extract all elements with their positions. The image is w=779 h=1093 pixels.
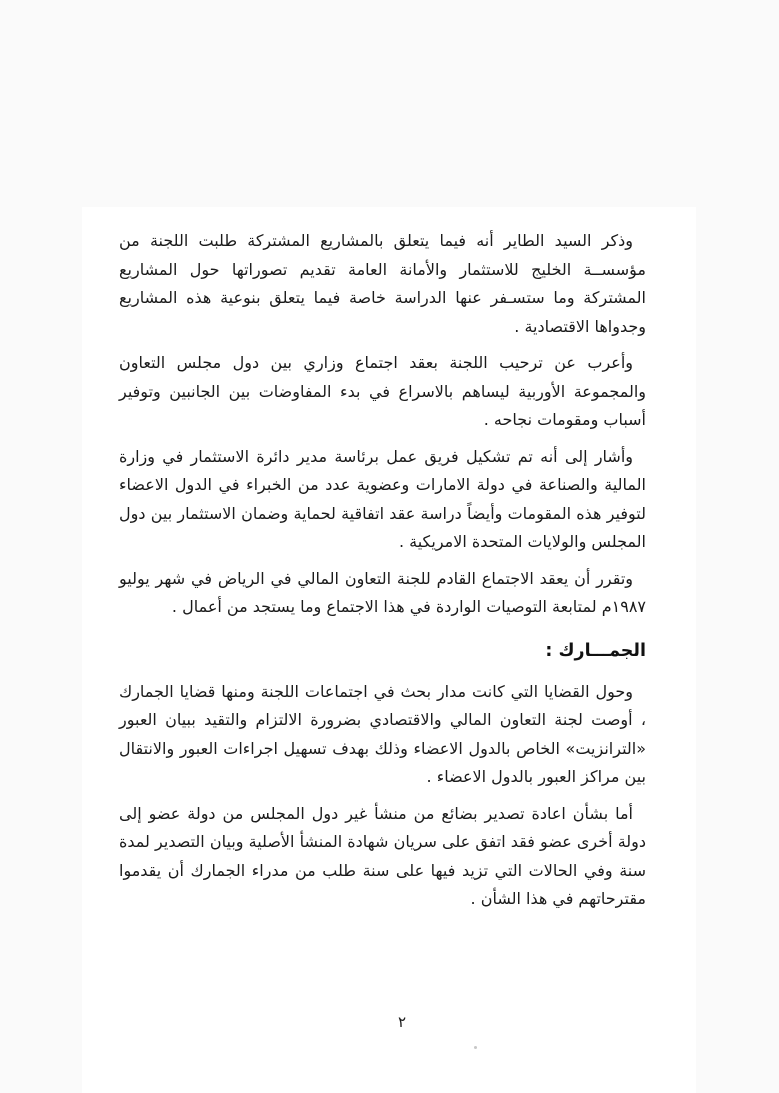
paragraph-re-export: أما بشأن اعادة تصدير بضائع من منشأ غير دول المجلس من دولة عضو إلى دولة أخرى عضو فقد اتفق على سريان شهادة المنشأ الأصلية وبيان التصدير لمدة سنة وفي الحالات التي تزيد فيها على سنة طلب من مدراء الجمارك أن يقدموا مقترحاتهم في هذا الشأن . [119, 803, 646, 908]
paragraph-ministerial-meeting: وأعرب عن ترحيب اللجنة بعقد اجتماع وزاري بين دول مجلس التعاون والمجموعة الأوربية ليساهم بالاسراع في بدء المفاوضات بين الجانبين وتوفير أسباب ومقومات نجاحه . [119, 353, 646, 429]
scan-artifact-speck [474, 1046, 477, 1049]
page-content [82, 207, 696, 914]
page-number: ٢ [397, 1013, 407, 1031]
document-page [82, 207, 696, 1093]
paragraph-next-meeting: وتقرر أن يعقد الاجتماع القادم للجنة التعاون المالي في الرياض في شهر يوليو ١٩٨٧م لمتابعة التوصيات الواردة في هذا الاجتماع وما يستجد من أعمال . [119, 568, 646, 616]
section-heading-customs: الجمـــارك : [545, 640, 646, 661]
paragraph-projects: وذكر السيد الطاير أنه فيما يتعلق بالمشاريع المشتركة طلبت اللجنة من مؤسســة الخليج للاستثمار والأمانة العامة تقديم تصوراتها حول المشاريع المشتركة وما ستسـفر عنها الدراسة خاصة فيما يتعلق بنوعية هذه المشاريع وجدواها الاقتصادية . [119, 231, 646, 336]
paragraph-working-group: وأشار إلى أنه تم تشكيل فريق عمل برئاسة مدير دائرة الاستثمار في وزارة المالية والصناعة في دولة الامارات وعضوية عدد من الخبراء في الدول الاعضاء لتوفير هذه المقومات وأيضاً دراسة عقد اتفاقية لحماية وضمان الاستثمار بين دول المجلس والولايات المتحدة الامريكية . [119, 446, 646, 551]
paragraph-customs-transit: وحول القضايا التي كانت مدار بحث في اجتماعات اللجنة ومنها قضايا الجمارك ، أوصت لجنة التعاون المالي والاقتصادي بضرورة الالتزام والتقيد ببيان العبور «الترانزيت» الخاص بالدول الاعضاء وذلك بهدف تسهيل اجراءات العبور والانتقال بين مراكز العبور بالدول الاعضاء . [119, 681, 646, 786]
